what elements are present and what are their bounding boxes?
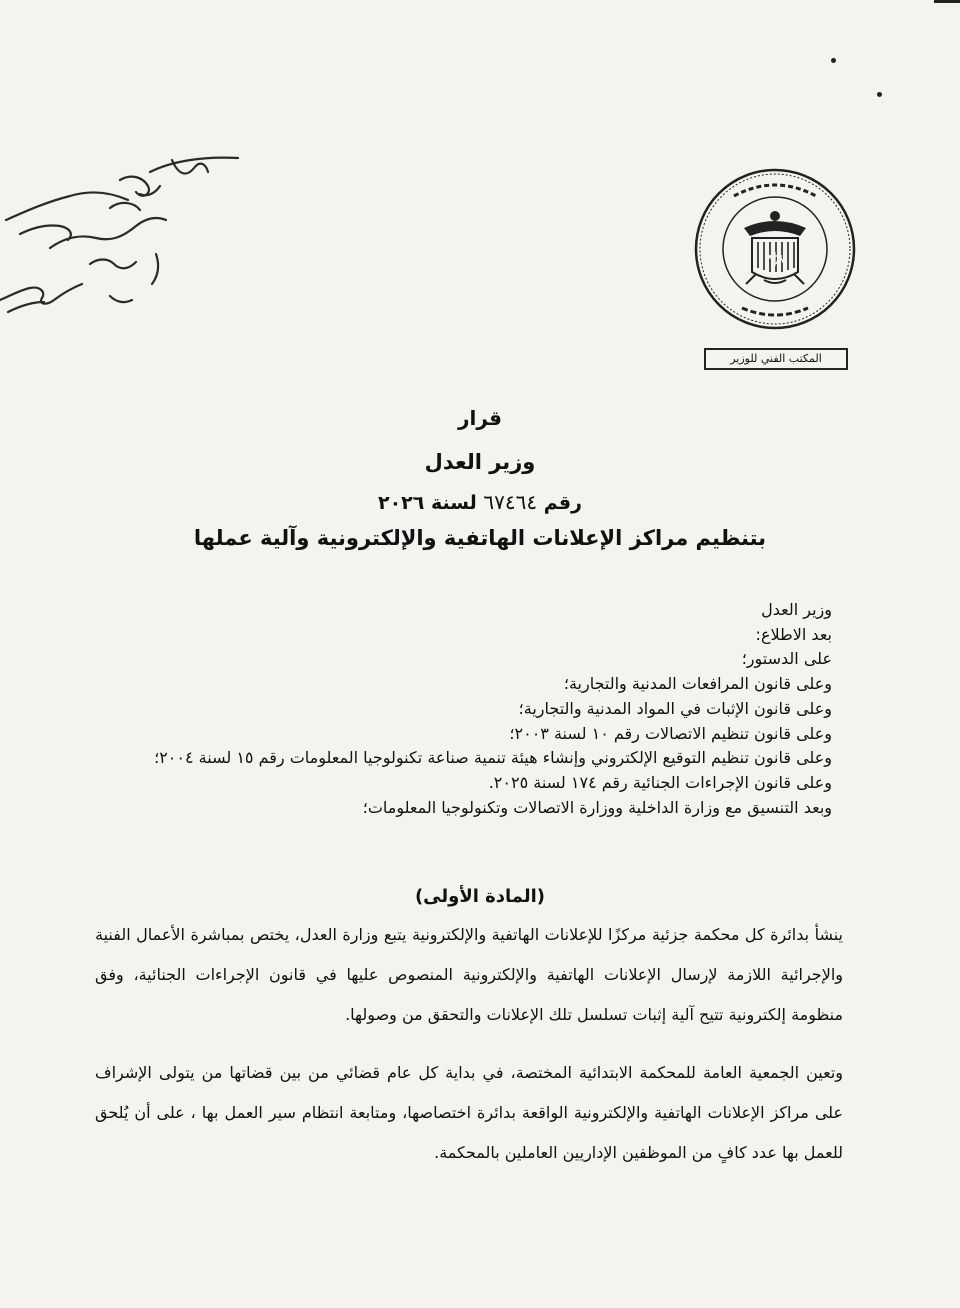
decree-number: ٦٧٤٦٤: [483, 490, 538, 514]
article-paragraph: وتعين الجمعية العامة للمحكمة الابتدائية المختصة، في بداية كل عام قضائي من بين قضاتها من يتولى الإشراف على مراكز الإعلانات الهاتفية والإلكترونية الواقعة بدائرة اختصاصها، ومتابعة انتظام سير العمل بها ، على أن يُلحق للعمل بها عدد كافٍ من الموظفين الإداريين العاملين بالمحكمة.: [95, 1063, 843, 1162]
preamble-line: وعلى قانون المرافعات المدنية والتجارية؛: [563, 674, 832, 694]
preamble: [72, 598, 832, 820]
preamble-line: وعلى قانون تنظيم الاتصالات رقم ١٠ لسنة ٢٠٠٣؛: [509, 723, 832, 743]
ministry-seal: [694, 168, 856, 330]
corner-mark: [934, 0, 960, 11]
preamble-line: وعلى قانون تنظيم التوقيع الإلكتروني وإنشاء هيئة تنمية صناعة تكنولوجيا المعلومات رقم ١٥ لسنة ٢٠٠٤؛: [154, 748, 832, 768]
decision-heading: قرار: [458, 406, 502, 430]
decree-subject: بتنظيم مراكز الإعلانات الهاتفية والإلكترونية وآلية عملها: [193, 526, 767, 550]
decree-year: لسنة ٢٠٢٦: [377, 492, 477, 514]
decree-number-line: [180, 490, 780, 514]
ink-dot: [831, 58, 836, 63]
preamble-line: وبعد التنسيق مع وزارة الداخلية ووزارة الاتصالات وتكنولوجيا المعلومات؛: [362, 797, 832, 817]
technical-office-stamp: المكتب الفني للوزير: [704, 348, 848, 370]
preamble-line: وعلى قانون الإثبات في المواد المدنية والتجارية؛: [518, 698, 832, 718]
article-paragraph: ينشأ بدائرة كل محكمة جزئية مركزًا للإعلانات الهاتفية والإلكترونية يتبع وزارة العدل، يختص بمباشرة الأعمال الفنية والإجرائية اللازمة لإرسال الإعلانات الهاتفية والإلكترونية المنصوص عليها في قانون الإجراءات الجنائية، وفق منظومة إلكترونية تتيح آلية إثبات تسلسل تلك الإعلانات والتحقق من وصولها.: [95, 925, 843, 1024]
handwritten-annotation: [0, 150, 260, 320]
preamble-line: على الدستور؛: [741, 649, 832, 669]
preamble-line: بعد الاطلاع:: [755, 624, 832, 644]
article-title: (المادة الأولى): [414, 886, 546, 907]
preamble-line: وعلى قانون الإجراءات الجنائية رقم ١٧٤ لسنة ٢٠٢٥.: [488, 772, 832, 792]
preamble-line: وزير العدل: [761, 600, 832, 619]
decree-number-prefix: رقم: [543, 492, 582, 514]
minister-heading: وزير العدل: [424, 450, 536, 474]
ink-dot: [877, 92, 882, 97]
